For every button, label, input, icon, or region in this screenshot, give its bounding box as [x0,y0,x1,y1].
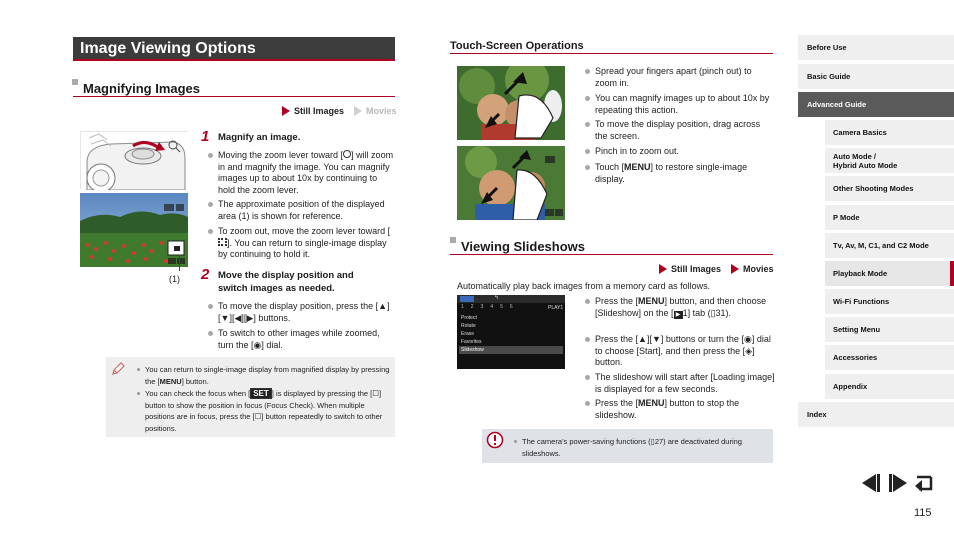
touch-bullet-4: Pinch in to zoom out. [595,146,775,158]
section-rule [73,96,395,97]
bullet-dot [137,368,140,371]
control-dial-icon: ◉ [253,339,262,350]
down-arrow-icon: ▼ [220,312,230,323]
sidebar-item-p-mode[interactable]: P Mode [825,205,954,230]
bullet-dot [585,375,590,380]
sidebar-item-auto-mode[interactable] [825,148,954,173]
section-rule [450,53,773,54]
slideshow-bullet-3: The slideshow will start after [Loading image] is displayed for a few seconds. [595,372,775,395]
slideshow-bullet-1: Press the [MENU] button, and then choose [Slideshow] on the [ ▶ 1] tab (▯31). [595,296,775,319]
callout-label: (1) [169,274,180,284]
control-dial-icon: ◉ [743,334,752,344]
menu-tab-label: PLAY1 [548,305,564,311]
menu-item: Erase [461,331,475,337]
section-marker [450,237,456,243]
return-button[interactable] [913,473,935,498]
return-icon [913,473,935,493]
wifi-tab-icon: ϟ [495,295,499,301]
slideshow-intro: Automatically play back images from a memory card as follows. [457,281,711,291]
touch-heading: Touch-Screen Operations [450,40,584,52]
step-2-number: 2 [201,266,210,283]
touch-bullet-5: Touch [MENU] to restore single-image display. [595,162,775,185]
playback-tab-icon [460,296,474,302]
step-1-number: 1 [201,128,210,145]
prev-arrow-icon [860,473,882,493]
step-2-title-line-1: Move the display position and [218,270,354,281]
index-display-icon [218,238,227,246]
touch-bullet-1: Spread your fingers apart (pinch out) to zoom in. [595,66,775,89]
up-arrow-icon: ▲ [638,334,647,344]
camera-zoom-lever-illustration [80,131,188,189]
bullet-dot [208,153,213,158]
sidebar-item-basic-guide[interactable]: Basic Guide [798,64,954,89]
menu-item: Rotate [461,323,476,329]
still-images-icon [282,106,290,116]
page-number: 115 [914,507,932,519]
section-heading-text: Magnifying Images [83,81,201,96]
playback-tab-icon: ▶ [674,311,683,319]
up-arrow-icon: ▲ [378,301,388,311]
prev-page-button[interactable] [860,473,882,498]
bullet-dot [208,202,213,207]
sidebar-item-advanced-guide[interactable]: Advanced Guide [798,92,954,117]
sidebar-item-index[interactable]: Index [798,402,954,427]
book-icon: ▯ [710,307,716,318]
bullet-dot [585,299,590,304]
step-1-bullet-3: To zoom out, move the zoom lever toward []. You can return to single-image display by continuing to hold it. [218,226,396,261]
mode-still-label: Still Images [671,264,722,274]
focus-check-button-icon: ☐ [254,412,262,421]
caution-icon [486,431,504,454]
touch-bullet-2: You can magnify images up to about 10x by repeating this action. [595,93,775,116]
bullet-dot [208,304,213,309]
page-title: Image Viewing Options [73,37,395,61]
note-2: You can check the focus when [ SET ] is displayed by pressing the [☐] button to show the position in focus (Focus Check). When multiple positions are in focus, press the [☐] button repeatedly to switch to other positions. [145,388,391,434]
section-marker [72,79,78,85]
right-arrow-icon: ▶ [246,312,254,323]
bullet-dot [585,96,590,101]
step-2-bullet-2: To switch to other images while zoomed, turn the [◉] dial. [218,328,396,351]
menu-key-icon: MENU [638,398,665,408]
bullet-dot [585,122,590,127]
step-2-bullet-1: To move the display position, press the [▲][▼][◀][▶] buttons. [218,301,396,324]
mode-movies-label: Movies [743,264,774,274]
zoom-in-icon [343,150,351,158]
bullet-dot [585,149,590,154]
menu-number-tabs: 1 2 3 4 5 6 [461,304,513,310]
note-1: You can return to single-image display from magnified display by pressing the [MENU] button. [145,364,391,387]
menu-key-icon: MENU [638,296,665,306]
step-1-bullet-2: The approximate position of the displayed area (1) is shown for reference. [218,199,396,222]
touch-bullet-3: To move the display position, drag across the screen. [595,119,775,142]
left-arrow-icon: ◀ [234,312,242,323]
playback-menu-screen [457,295,565,369]
menu-key-icon: MENU [159,376,182,386]
next-arrow-icon [887,473,909,493]
movies-icon [354,106,362,116]
menu-items-list [461,314,482,346]
sidebar-item-other-shooting-modes[interactable]: Other Shooting Modes [825,176,954,201]
sidebar-item-playback-mode[interactable]: Playback Mode [825,261,954,286]
bullet-dot [585,401,590,406]
bullet-dot [137,392,140,395]
bullet-dot [514,440,517,443]
pencil-icon [110,361,126,382]
step-1-bullet-1: Moving the zoom lever toward [ ] will zoom in and magnify the image. You can magnify images up to about 10x by continuing to hold the zoom lever. [218,150,396,196]
section-heading-magnify [83,81,200,96]
section-heading-text: Viewing Slideshows [461,239,586,254]
menu-key-icon: MENU [624,162,651,172]
sidebar-item-wifi-functions[interactable]: Wi-Fi Functions [825,289,954,314]
sidebar-item-setting-menu[interactable]: Setting Menu [825,317,954,342]
func-set-button-icon: ◈ [745,345,753,356]
bullet-dot [585,165,590,170]
bullet-dot [585,69,590,74]
section-rule [450,254,773,255]
bullet-dot [585,337,590,342]
focus-check-button-icon: ☐ [372,389,379,398]
book-icon: ▯ [650,437,655,446]
bullet-dot [208,229,213,234]
mode-still-label: Still Images [294,106,345,116]
menu-item: Favorites [461,339,482,345]
drag-photo [457,146,565,220]
movies-icon [731,264,739,274]
magnified-image-preview [80,193,188,267]
set-key-icon: SET [250,388,272,399]
sidebar-item-label: Hybrid Auto Mode [833,161,898,170]
step-1-title: Magnify an image. [218,132,301,143]
down-arrow-icon: ▼ [651,334,661,344]
next-page-button[interactable] [887,473,909,498]
menu-item: Protect [461,315,477,321]
sidebar-item-camera-basics[interactable]: Camera Basics [825,120,954,145]
sidebar-item-before-use[interactable]: Before Use [798,35,954,60]
slideshow-bullet-4: Press the [MENU] button to stop the slideshow. [595,398,775,421]
sidebar-item-label: Auto Mode / [833,152,876,161]
sidebar-item-accessories[interactable]: Accessories [825,345,954,370]
bullet-dot [208,331,213,336]
sidebar-item-appendix[interactable]: Appendix [825,374,954,399]
step-2-title-line-2: switch images as needed. [218,283,335,294]
still-images-icon [659,264,667,274]
slideshow-bullet-2: Press the [▲][▼] buttons or turn the [◉] dial to choose [Start], and then press the [◈] button. [595,334,775,369]
camera-icon [81,132,189,190]
mode-indicator [282,106,397,116]
menu-item-selected: Slideshow [459,346,563,354]
caution-text: The camera’s power-saving functions (▯27) are deactivated during slideshows. [522,436,768,459]
mode-movies-label: Movies [366,106,397,116]
section-heading-slideshow [461,239,585,254]
sidebar-item-tv-av-m-mode[interactable]: Tv, Av, M, C1, and C2 Mode [825,233,954,258]
callout-line [179,255,180,271]
pinch-out-photo [457,66,565,140]
mode-indicator [659,264,774,274]
